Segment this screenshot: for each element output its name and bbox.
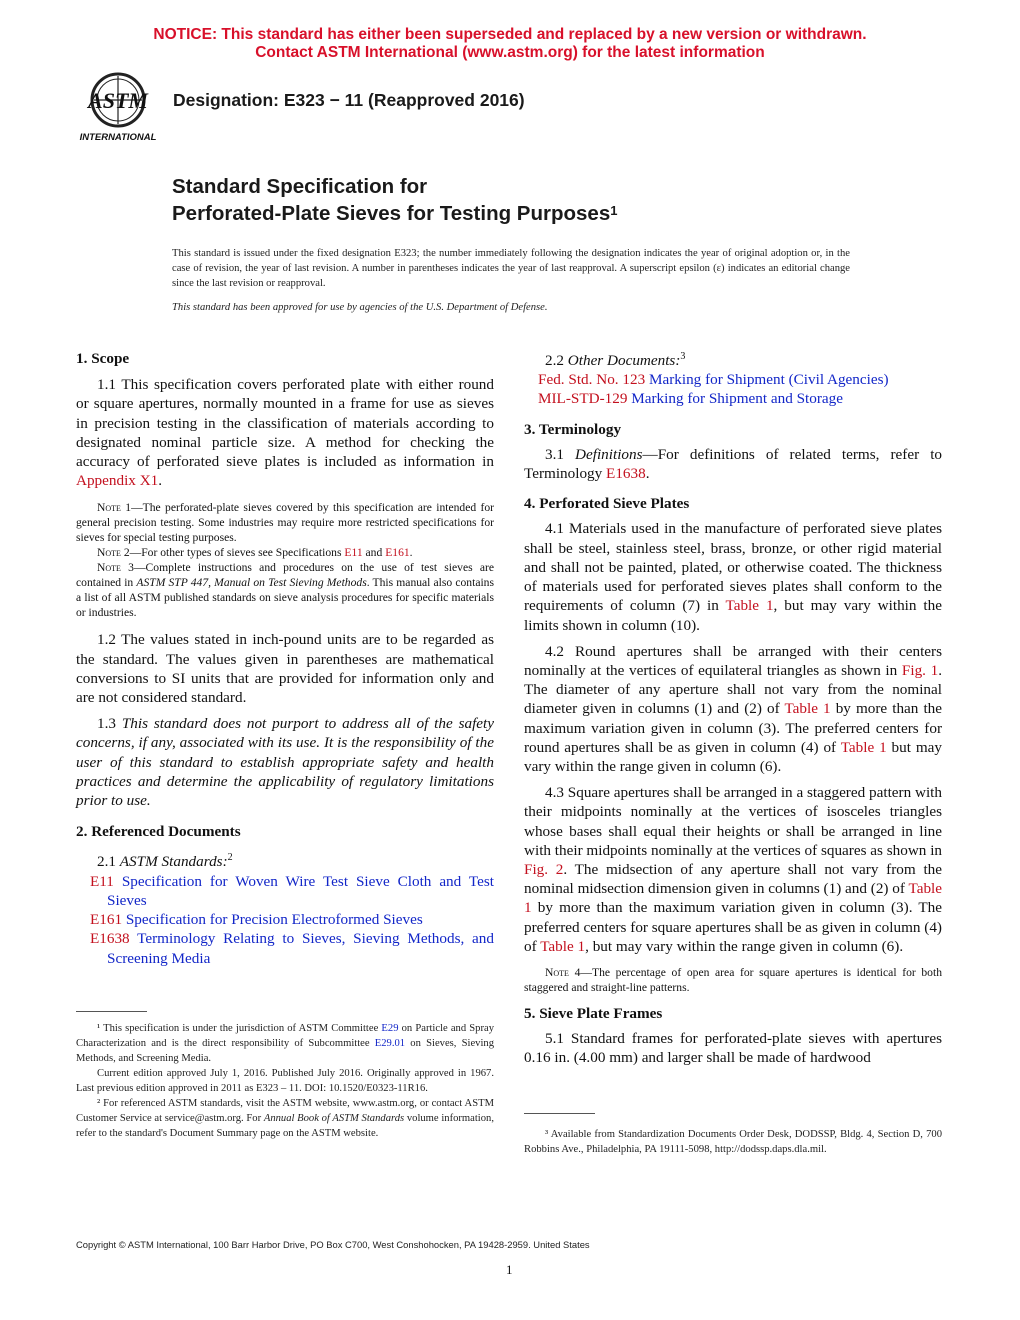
para-4-2-d: but may vary within the range given in column (6).	[524, 738, 942, 775]
para-3-1-italic: Definitions	[575, 445, 643, 463]
para-2-2-italic: Other Documents:	[567, 352, 681, 370]
footnote-2	[76, 1096, 494, 1141]
note-1-text: —The perforated-plate sieves covered by this specification are intended for general precision testing. Some industries may require more restricted specifications for sieves for special testing purposes.	[76, 501, 495, 545]
title-line-2	[172, 200, 617, 227]
para-4-1	[524, 519, 942, 634]
footnote-rule	[524, 1113, 595, 1114]
notice-line-2: Contact ASTM International (www.astm.org) for the latest information	[255, 44, 765, 61]
para-3-1-num: 3.1	[545, 445, 576, 463]
ref-title[interactable]: Specification for Precision Electroformed Sieves	[122, 911, 423, 929]
para-4-3-a: 4.3 Square apertures shall be arranged in a staggered pattern with their midpoints nominally at the vertices of isosceles triangles whose bases shall equal their heights or shall be arranged in line with their midpoints nominally at the vertices of squares as shown in	[524, 784, 943, 859]
note-2-text: —For other types of sieves see Specifications	[129, 546, 345, 560]
withdrawal-notice	[0, 26, 1020, 62]
para-3-1-end: .	[645, 465, 650, 483]
e29-link[interactable]: E29	[381, 1023, 399, 1034]
doc-list-item[interactable]	[538, 389, 942, 408]
para-2-1-sup: 2	[227, 852, 233, 864]
note-4	[524, 965, 942, 995]
note-4-text: —The percentage of open area for square apertures is identical for both staggered and straight-line patterns.	[524, 965, 942, 994]
footnote-2-a: ² For referenced ASTM standards, visit the ASTM website, www.astm.org, or contact ASTM Customer Service at service@astm.org. For	[76, 1098, 494, 1124]
para-4-3-d: , but may vary within the range given in column (6).	[585, 937, 904, 955]
para-3-1	[524, 445, 942, 483]
para-1-1-text: 1.1 This specification covers perforated plate with either round or square apertures, normally mounted in a frame for use as sieves in precision testing in the classification of materials according to designated nominal particle size. A method for checking the accuracy of perforated sieve plates is included as information in	[76, 376, 494, 471]
para-1-2: 1.2 The values stated in inch-pound units are to be regarded as the standard. The values given in parentheses are mathematical conversions to SI units that are provided for information only and are not considered standard.	[76, 631, 494, 707]
appendix-x1-link[interactable]: Appendix X1	[76, 472, 159, 490]
doc-code[interactable]: Fed. Std. No. 123	[538, 371, 646, 389]
ref-title[interactable]: Terminology Relating to Sieves, Sieving Methods, and Screening Media	[107, 930, 494, 967]
para-4-3-b: . The midsection of any aperture shall not vary from the nominal midsection dimension given in columns (1) and (2) of	[524, 860, 942, 898]
para-2-2	[524, 347, 942, 370]
e29-01-link[interactable]: E29.01	[374, 1038, 406, 1049]
footnote-1-c: on Sieves, Sieving Methods, and Screening Media.	[76, 1038, 494, 1064]
section-5-heading: 5. Sieve Plate Frames	[524, 1004, 663, 1022]
footnote-2-b: volume information, refer to the standard's Document Summary page on the ASTM website.	[76, 1113, 494, 1139]
note-2	[76, 545, 494, 560]
para-4-3-c: by more than the maximum variation given in column (3). The preferred centers for square apertures shall be as given in column (4) of	[524, 899, 942, 955]
section-3-heading: 3. Terminology	[524, 420, 622, 438]
fig-1-link[interactable]: Fig. 1	[901, 661, 939, 679]
note-1	[76, 500, 494, 545]
section-2-heading: 2. Referenced Documents	[76, 823, 241, 841]
note-2-end: .	[409, 546, 413, 560]
doc-title[interactable]: Marking for Shipment and Storage	[627, 390, 843, 408]
title-line-2-text: Perforated-Plate Sieves for Testing Purposes	[172, 202, 611, 225]
astm-logo-icon	[72, 70, 164, 146]
right-column	[524, 347, 942, 1068]
copyright: Copyright © ASTM International, 100 Barr Harbor Drive, PO Box C700, West Conshohocken, PA 19428-2959. United States	[76, 1239, 590, 1250]
title-line-1: Standard Specification for	[172, 175, 428, 198]
para-4-1-end: , but may vary within the limits shown in column (10).	[524, 597, 942, 634]
note-3-label: Note 3	[97, 561, 134, 575]
ref-code[interactable]: E161	[90, 911, 123, 929]
note-3-italic: ASTM STP 447, Manual on Test Sieving Methods	[136, 576, 367, 590]
note-3	[76, 560, 494, 620]
title-footnote-mark: 1	[610, 203, 618, 218]
left-footnotes	[76, 1021, 494, 1141]
table-1-link[interactable]: Table 1	[840, 738, 887, 756]
para-4-3	[524, 783, 942, 956]
para-2-2-sup: 3	[680, 351, 686, 362]
ref-list-item[interactable]	[90, 872, 494, 910]
note-2-and: and	[362, 546, 386, 560]
note-4-label: Note 4	[545, 965, 581, 979]
para-4-2-c: by more than the maximum variation given in column (3). The preferred centers for round apertures shall be as given in column (4) of	[524, 700, 942, 756]
e161-link[interactable]: E161	[385, 546, 410, 560]
footnote-1-a: ¹ This specification is under the jurisdiction of ASTM Committee	[97, 1023, 382, 1034]
page-number: 1	[506, 1262, 513, 1277]
logo-subtitle: INTERNATIONAL	[79, 132, 157, 143]
para-2-2-num: 2.2	[545, 352, 568, 370]
dod-approval: This standard has been approved for use by agencies of the U.S. Department of Defense.	[172, 302, 548, 313]
para-3-1-text: —For definitions of related terms, refer to Terminology	[524, 445, 943, 483]
issuance-statement: This standard is issued under the fixed designation E323; the number immediately following the designation indicates the year of original adoption or, in the case of revision, the year of last revision. A number in parentheses indicates the year of last reapproval. A superscript epsilon (ε) indicates an editorial change since the last revision or reapproval.	[172, 248, 850, 289]
note-3-end: . This manual also contains a list of all ASTM published standards on sieve analysis procedures for specific materials or industries.	[76, 576, 494, 620]
para-4-2-a: 4.2 Round apertures shall be arranged with their centers nominally at the vertices of equilateral triangles as shown in	[524, 642, 942, 679]
table-1-link[interactable]: Table 1	[524, 880, 942, 917]
para-4-2-b: . The diameter of any aperture shall not vary from the nominal diameter given in columns (1) and (2) of	[524, 661, 942, 718]
table-1-link[interactable]: Table 1	[784, 700, 831, 718]
para-2-1-italic: ASTM Standards:	[119, 853, 228, 871]
para-1-3-num: 1.3	[97, 715, 122, 733]
note-2-label: Note 2	[97, 546, 130, 560]
para-4-2	[524, 642, 942, 776]
ref-code[interactable]: E1638	[90, 930, 130, 948]
doc-title[interactable]: Marking for Shipment (Civil Agencies)	[645, 371, 889, 389]
e11-link[interactable]: E11	[344, 546, 363, 560]
footnote-1-edition: Current edition approved July 1, 2016. Published July 2016. Originally approved in 1967. Last previous edition approved in 2011 as E323 – 11. DOI: 10.1520/E0323-11R16.	[76, 1068, 494, 1094]
table-1-link[interactable]: Table 1	[725, 597, 774, 615]
doc-list-item[interactable]	[538, 370, 942, 389]
table-1-link[interactable]: Table 1	[540, 937, 586, 955]
section-4-heading: 4. Perforated Sieve Plates	[524, 495, 690, 513]
para-1-1	[76, 375, 494, 490]
ref-code[interactable]: E11	[90, 872, 114, 890]
para-2-1-num: 2.1	[97, 853, 120, 871]
page-title	[172, 173, 617, 227]
footnote-3: ³ Available from Standardization Documents Order Desk, DODSSP, Bldg. 4, Section D, 700 Robbins Ave., Philadelphia, PA 19111-5098, http://dodssp.daps.dla.mil.	[524, 1129, 942, 1155]
note-1-label: Note 1	[97, 501, 132, 515]
notice-line-1: NOTICE: This standard has either been superseded and replaced by a new version or withdrawn.	[153, 26, 867, 43]
astm-logo	[72, 70, 164, 146]
e1638-link[interactable]: E1638	[606, 465, 646, 483]
para-4-1-text: 4.1 Materials used in the manufacture of perforated sieve plates shall be steel, stainless steel, brass, bronze, or other rigid material and shall not be painted, plated, or otherwise coated. The thickness of materials used for perforated sieves plates shall conform to the requirements of column (7) in	[524, 520, 942, 615]
ref-list-item[interactable]	[90, 910, 494, 929]
para-1-3-italic: This standard does not purport to address all of the safety concerns, if any, associated with its use. It is the responsibility of the user of this standard to establish appropriate safety and health practices and determine the applicability of regulatory limitations prior to use.	[76, 715, 494, 810]
fig-2-link[interactable]: Fig. 2	[524, 860, 564, 878]
footnote-1	[76, 1021, 494, 1066]
footnote-2-italic: Annual Book of ASTM Standards	[263, 1113, 405, 1124]
ref-title[interactable]: Specification for Woven Wire Test Sieve Cloth and Test Sieves	[107, 872, 494, 909]
ref-list-item[interactable]	[90, 929, 494, 967]
doc-code[interactable]: MIL-STD-129	[538, 390, 628, 408]
footnote-1-b: on Particle and Spray Characterization and is the direct responsibility of Subcommittee	[76, 1023, 494, 1049]
para-2-1	[76, 848, 494, 871]
para-5-1: 5.1 Standard frames for perforated-plate sieves with apertures 0.16 in. (4.00 mm) and larger shall be made of hardwood	[524, 1030, 942, 1067]
note-3-text: —Complete instructions and procedures on the use of test sieves are contained in	[76, 561, 494, 590]
footnote-rule	[76, 1011, 147, 1012]
para-1-1-end: .	[158, 472, 163, 490]
left-column	[76, 349, 494, 968]
logo-wordmark: ASTM	[88, 88, 148, 113]
section-1-heading: 1. Scope	[76, 350, 130, 367]
para-1-3	[76, 714, 494, 810]
designation: Designation: E323 − 11 (Reapproved 2016)	[173, 90, 525, 110]
